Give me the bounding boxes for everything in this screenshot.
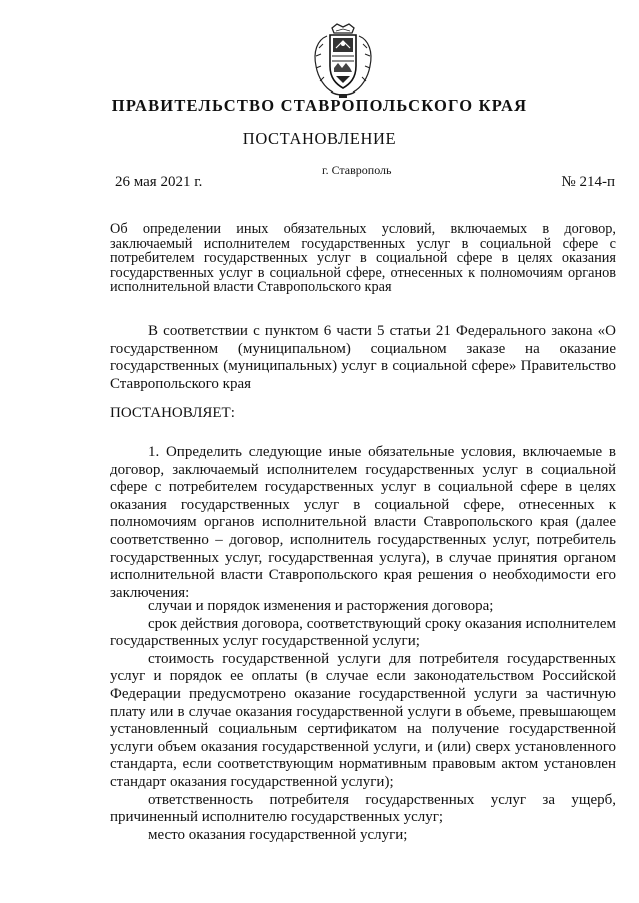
document-title: Об определении иных обязательных условий, включаемых в договор, заключаемый исполнителем государственных услуг в социальной сфере с потребителем государственных услуг в социальной сфере в целях оказания государственных услуг в социальной сфере, отнесенных к полномочиям органов исполнительной власти Ставропольского края — [110, 221, 616, 296]
list-item: ответственность потребителя государственных услуг за ущерб, причиненный исполнителю государственных услуг; — [110, 791, 616, 826]
document-city: г. Ставрополь — [322, 163, 392, 177]
document-type: ПОСТАНОВЛЕНИЕ — [242, 129, 397, 148]
coat-of-arms-icon — [303, 22, 383, 100]
document-number: № 214-п — [561, 174, 615, 190]
preamble-paragraph: В соответствии с пунктом 6 части 5 статьи 21 Федерального закона «О государственном (муниципальном) социальном заказе на оказание государственных (муниципальных) услуг в социальной сфере» Правительство Ставропольского края — [110, 323, 616, 392]
list-item: случаи и порядок изменения и расторжения договора; — [148, 598, 494, 614]
list-item: срок действия договора, соответствующий сроку оказания исполнителем государственных услуг государственной услуги; — [110, 615, 616, 650]
conditions-list — [110, 598, 616, 844]
list-item: стоимость государственной услуги для потребителя государственных услуг и порядок ее оплаты (в случае если законодательством Российской Федерации предусмотрено оказание государственной услуги за частичную плату или в случае оказания государственной услуги в объеме, превышающем установленный социальным сертификатом на получение государственной услуги объем оказания государственной услуги, и (или) сверх установленного стандарта, если соответствующим нормативным правовым актом установлен стандарт оказания государственной услуги); — [110, 650, 616, 790]
organization-name: ПРАВИТЕЛЬСТВО СТАВРОПОЛЬСКОГО КРАЯ — [111, 96, 528, 115]
document-date: 26 мая 2021 г. — [115, 174, 203, 190]
resolve-heading: ПОСТАНОВЛЯЕТ: — [110, 405, 235, 421]
paragraph-1: 1. Определить следующие иные обязательные условия, включаемые в договор, заключаемый исполнителем государственных услуг в социальной сфере с потребителем государственных услуг в социальной сфере в целях оказания государственных услуг в социальной сфере, отнесенных к полномочиям органов исполнительной власти Ставропольского края (далее соответственно – договор, исполнитель государственных услуг, потребитель государственных услуг, государственная услуга), в случае принятия органом исполнительной власти Ставропольского края решения о необходимости его заключения: — [110, 444, 616, 601]
list-item: место оказания государственной услуги; — [148, 826, 408, 843]
